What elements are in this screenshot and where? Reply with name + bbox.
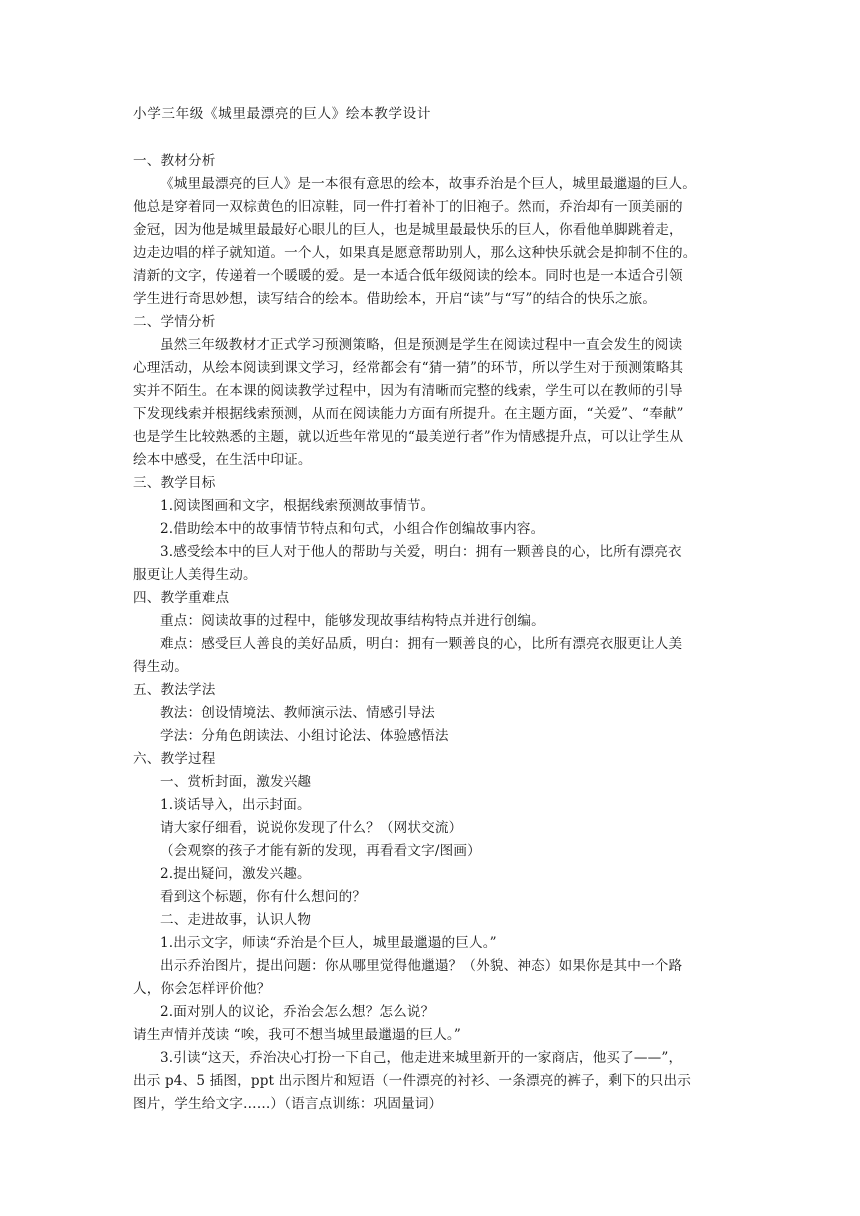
document-title: 小学三年级《城里最漂亮的巨人》绘本教学设计 <box>133 106 432 122</box>
list-item: 2.面对别人的议论，乔治会怎么想？怎么说？ <box>160 1004 435 1020</box>
paragraph-line: 出示乔治图片，提出问题：你从哪里觉得他邋遢？（外貌、神态）如果你是其中一个路 <box>160 958 683 974</box>
section-heading: 四、教学重难点 <box>133 590 230 606</box>
paragraph-line: 得生动。 <box>133 659 188 675</box>
list-item: 3.引读“这天，乔治决心打扮一下自己，他走进来城里新开的一家商店，他买了——”， <box>160 1050 683 1066</box>
paragraph-line: 清新的文字，传递着一个暖暖的爱。是一本适合低年级阅读的绘本。同时也是一本适合引领 <box>133 268 683 284</box>
paragraph-line: 心理活动，从绘本阅读到课文学习，经常都会有“猜一猜”的环节，所以学生对于预测策略其 <box>133 360 684 376</box>
section-heading: 一、教材分析 <box>133 153 216 169</box>
paragraph-line: 《城里最漂亮的巨人》是一本很有意思的绘本，故事乔治是个巨人，城里最邋遢的巨人。 <box>160 176 697 192</box>
list-item: 3.感受绘本中的巨人对于他人的帮助与关爱，明白：拥有一颗善良的心，比所有漂亮衣 <box>160 544 682 560</box>
paragraph-line: 学法：分角色朗读法、小组讨论法、体验感悟法 <box>160 728 449 744</box>
paragraph-line: 重点：阅读故事的过程中，能够发现故事结构特点并进行创编。 <box>160 613 545 629</box>
paragraph-line: 虽然三年级教材才正式学习预测策略，但是预测是学生在阅读过程中一直会发生的阅读 <box>160 337 683 353</box>
paragraph-line: 也是学生比较熟悉的主题，就以近些年常见的“最美逆行者”作为情感提升点，可以让学生从 <box>133 429 684 445</box>
list-item: 2.借助绘本中的故事情节特点和句式，小组合作创编故事内容。 <box>160 521 545 537</box>
paragraph-line: 请生声情并茂读 “唉，我可不想当城里最邋遢的巨人。” <box>133 1027 461 1043</box>
subsection-heading: 一、赏析封面，激发兴趣 <box>160 774 312 790</box>
paragraph-line: 人，你会怎样评价他？ <box>133 981 271 997</box>
section-heading: 二、学情分析 <box>133 314 216 330</box>
paragraph-line: 出示 p4、5 插图，ppt 出示图片和短语（一件漂亮的衬衫、一条漂亮的裤子，剩下的只出示 <box>133 1073 691 1089</box>
paragraph-line: 金冠，因为他是城里最最好心眼儿的巨人，也是城里最最快乐的巨人，你看他单脚跳着走， <box>133 222 683 238</box>
paragraph-line: 请大家仔细看，说说你发现了什么？（网状交流） <box>160 820 463 836</box>
paragraph-line: 绘本中感受，在生活中印证。 <box>133 452 312 468</box>
list-item: 1.谈话导入，出示封面。 <box>160 797 311 813</box>
paragraph-line: 实并不陌生。在本课的阅读教学过程中，因为有清晰而完整的线索，学生可以在教师的引导 <box>133 383 683 399</box>
paragraph-line: 图片，学生给文字……）（语言点训练：巩固量词） <box>133 1096 443 1112</box>
list-item: 2.提出疑问，激发兴趣。 <box>160 866 311 882</box>
section-heading: 六、教学过程 <box>133 751 216 767</box>
list-item: 1.阅读图画和文字，根据线索预测故事情节。 <box>160 498 435 514</box>
paragraph-line: （会观察的孩子才能有新的发现，再看看文字/图画） <box>160 843 481 859</box>
paragraph-line: 他总是穿着同一双棕黄色的旧凉鞋，同一件打着补丁的旧袍子。然而，乔治却有一顶美丽的 <box>133 199 683 215</box>
subsection-heading: 二、走进故事，认识人物 <box>160 912 312 928</box>
list-item: 1.出示文字，师读“乔治是个巨人，城里最邋遢的巨人。” <box>160 935 497 951</box>
paragraph-line: 学生进行奇思妙想，读写结合的绘本。借助绘本，开启“读”与“写”的结合的快乐之旅。 <box>133 291 657 307</box>
section-heading: 五、教法学法 <box>133 682 216 698</box>
paragraph-line: 教法：创设情境法、教师演示法、情感引导法 <box>160 705 435 721</box>
paragraph-line: 看到这个标题，你有什么想问的？ <box>160 889 367 905</box>
section-heading: 三、教学目标 <box>133 475 216 491</box>
paragraph-line: 服更让人美得生动。 <box>133 567 257 583</box>
paragraph-line: 难点：感受巨人善良的美好品质，明白：拥有一颗善良的心，比所有漂亮衣服更让人美 <box>160 636 683 652</box>
paragraph-line: 边走边唱的样子就知道。一个人，如果真是愿意帮助别人，那么这种快乐就会是抑制不住的。 <box>133 245 697 261</box>
paragraph-line: 下发现线索并根据线索预测，从而在阅读能力方面有所提升。在主题方面，“关爱”、“奉献” <box>133 406 684 422</box>
